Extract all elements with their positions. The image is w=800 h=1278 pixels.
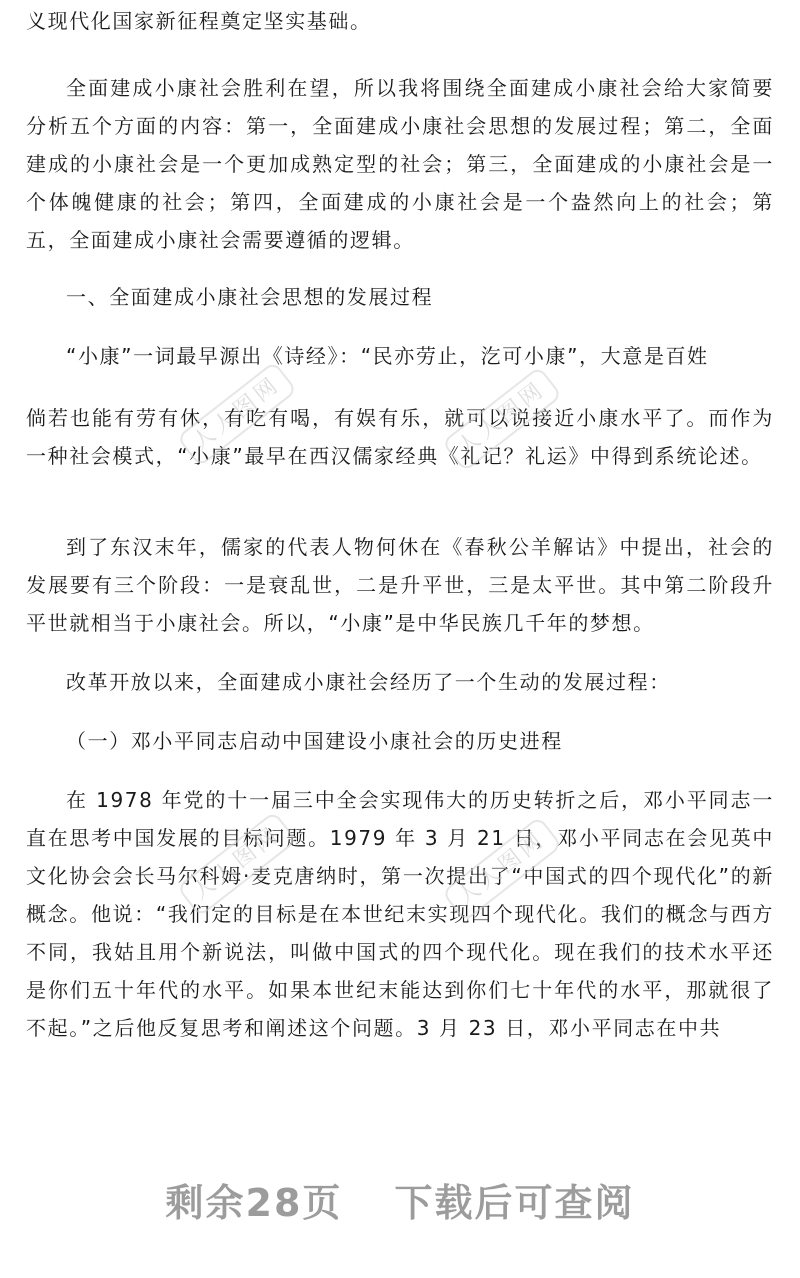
paragraph-han-dynasty: 到了东汉末年，儒家的代表人物何休在《春秋公羊解诂》中提出，社会的发展要有三个阶段：一是衰乱世，二是升平世，三是太平世。其中第二阶段升平世就相当于小康社会。所以，“小康”是中华民族几千年的梦想。 [26, 535, 774, 635]
paragraph-deng-1978: 在 1978 年党的十一届三中全会实现伟大的历史转折之后，邓小平同志一直在思考中国发展的目标问题。1979 年 3 月 21 日，邓小平同志在会见英中文化协会会长马尔科姆·麦克唐纳时，第一次提出了“中国式的四个现代化”的新概念。他说：“我们定的目标是在本世纪末实现四个现代化。我们的概念与西方不同，我姑且用个新说法，叫做中国式的四个现代化。现在我们的技术水平还是你们五十年代的水平。如果本世纪末能达到你们七十年代的水平，那就很了不起。”之后他反复思考和阐述这个问题。3 月 23 日，邓小平同志在中共 [26, 788, 774, 1040]
watermark-stamp: 人人图网 [176, 811, 297, 917]
watermark-stamp: 人人图网 [441, 366, 562, 472]
paragraph-intro: 全面建成小康社会胜利在望，所以我将围绕全面建成小康社会给大家简要分析五个方面的内容：第一，全面建成小康社会思想的发展过程；第二，全面建成的小康社会是一个更加成熟定型的社会；第三，全面建成的小康社会是一个体魄健康的社会；第四，全面建成的小康社会是一个盎然向上的社会；第五，全面建成小康社会需要遵循的逻辑。 [26, 76, 774, 252]
paragraph-xiaokang-origin: “小康”一词最早源出《诗经》：“民亦劳止，汔可小康”，大意是百姓 [66, 344, 709, 368]
watermark-stamp: 人人图网 [176, 361, 297, 467]
watermark-stamp: 人人图网 [441, 816, 562, 922]
paragraph-xiaokang-meaning: 倘若也能有劳有休，有吃有喝，有娱有乐，就可以说接近小康水平了。而作为一种社会模式，“小康”最早在西汉儒家经典《礼记？礼运》中得到系统论述。 [26, 406, 774, 468]
subsection-heading-1: （一）邓小平同志启动中国建设小康社会的历史进程 [66, 729, 563, 753]
download-to-view-label: 下载后可查阅 [394, 1181, 635, 1225]
download-prompt-banner[interactable] [0, 1172, 800, 1227]
paragraph-reform: 改革开放以来，全面建成小康社会经历了一个生动的发展过程： [66, 670, 671, 694]
remaining-pages-label: 剩余28页 [165, 1181, 343, 1225]
paragraph-continuation: 义现代化国家新征程奠定坚实基础。 [26, 9, 372, 33]
section-heading-1: 一、全面建成小康社会思想的发展过程 [66, 285, 434, 309]
